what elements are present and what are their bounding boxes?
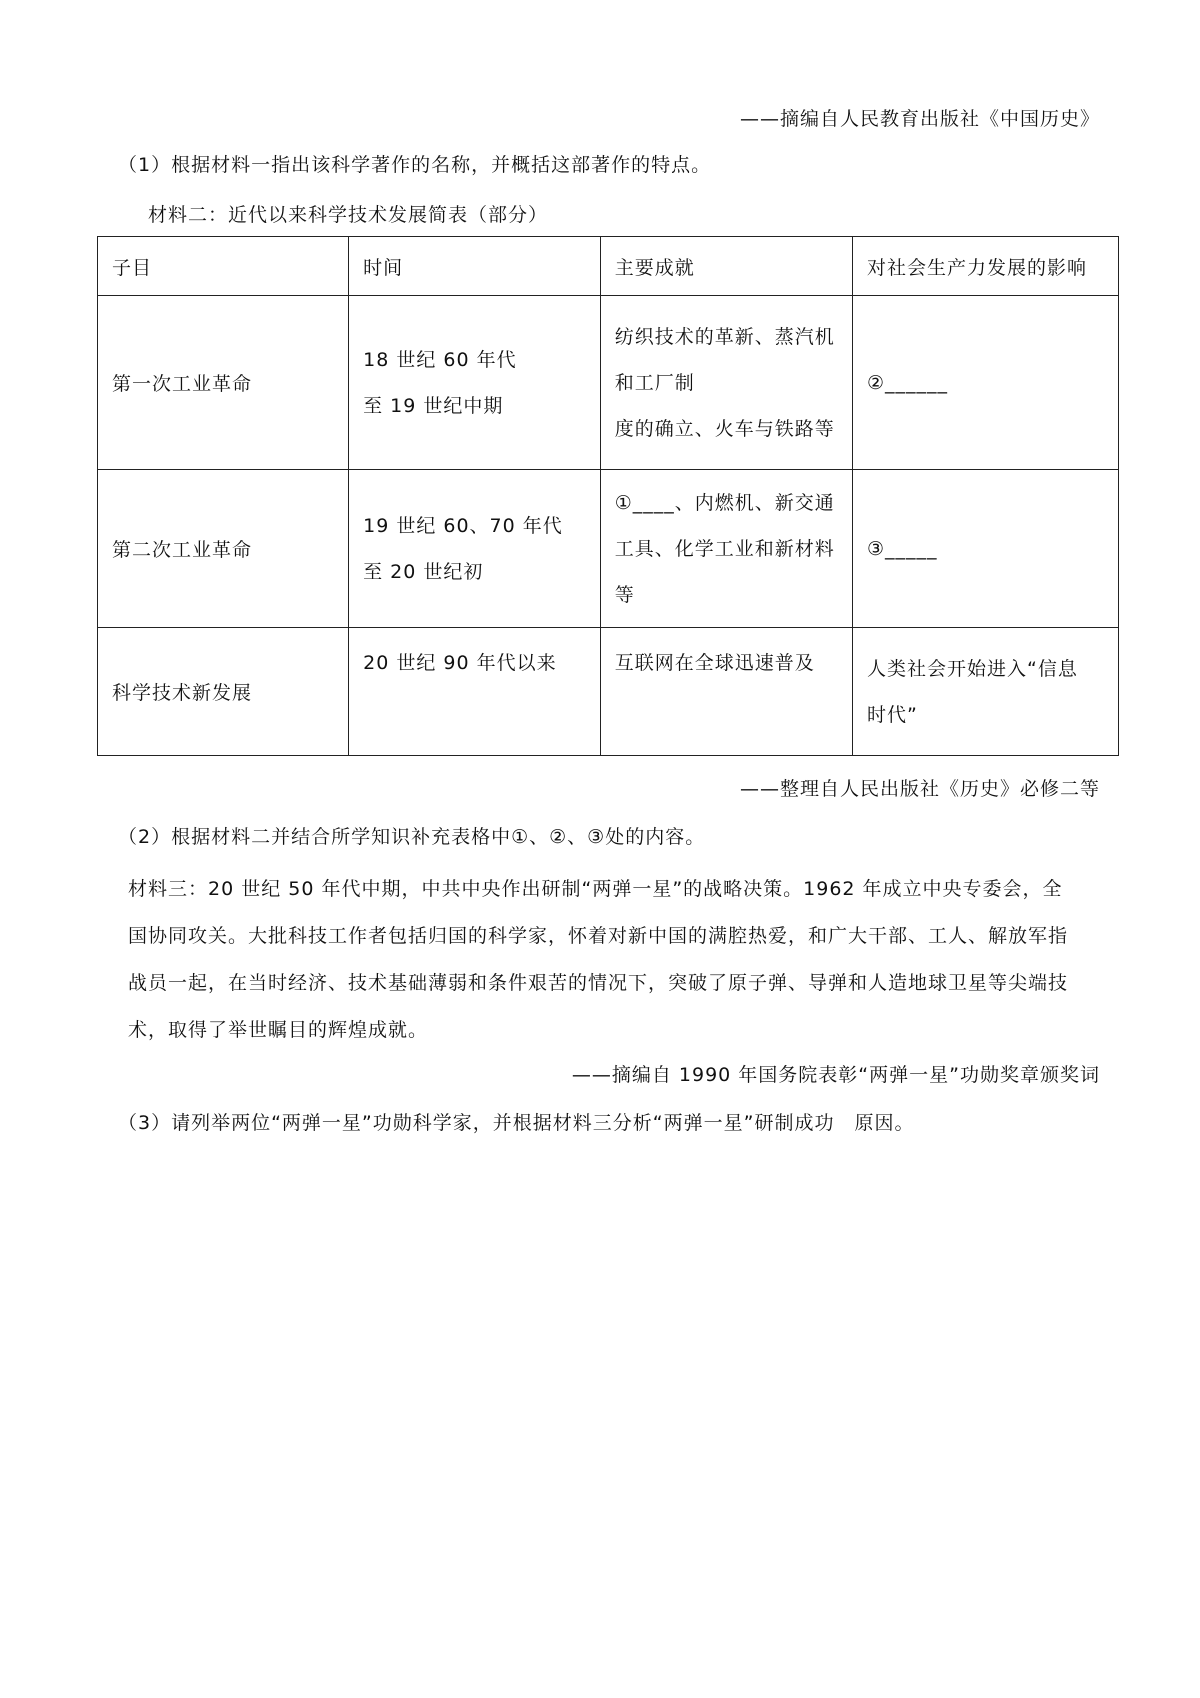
table-header-row <box>98 237 1119 296</box>
material-2-title: 材料二：近代以来科学技术发展简表（部分） <box>148 204 549 226</box>
time-cell <box>349 628 601 756</box>
history-table <box>97 236 1119 756</box>
achievement-cell <box>600 296 852 470</box>
time-cell <box>349 470 601 628</box>
achievement-line: 等 <box>614 583 635 606</box>
time-line: 至 19 世纪中期 <box>363 394 504 417</box>
source-citation-3: ——摘编自 1990 年国务院表彰“两弹一星”功勋奖章颁奖词 <box>571 1064 1100 1086</box>
achievement-line: 工具、化学工业和新材料 <box>614 537 835 560</box>
impact-cell <box>852 470 1118 628</box>
table-header-cell: 主要成就 <box>600 237 852 296</box>
table-row <box>98 296 1119 470</box>
impact-cell <box>852 628 1118 756</box>
material-3-paragraph <box>128 866 1088 1054</box>
table-header-cell: 时间 <box>349 237 601 296</box>
time-line: 20 世纪 90 年代以来 <box>363 652 557 674</box>
subject-cell: 科学技术新发展 <box>98 628 349 756</box>
table-header-cell: 对社会生产力发展的影响 <box>852 237 1118 296</box>
achievement-line: 度的确立、火车与铁路等 <box>614 417 835 440</box>
impact-line: ③_____ <box>866 537 938 560</box>
achievement-cell <box>600 470 852 628</box>
paragraph-line: 材料三：20 世纪 50 年代中期，中共中央作出研制“两弹一星”的战略决策。1962 年成立中央专委会，全 <box>128 878 1063 900</box>
achievement-cell <box>600 628 852 756</box>
paragraph-line: 战员一起，在当时经济、技术基础薄弱和条件艰苦的情况下，突破了原子弹、导弹和人造地球卫星等尖端技 <box>128 972 1069 994</box>
impact-line: 人类社会开始进入“信息 <box>866 657 1078 680</box>
subject-cell: 第二次工业革命 <box>98 470 349 628</box>
source-citation-2: ——整理自人民出版社《历史》必修二等 <box>739 778 1100 800</box>
achievement-line: 纺织技术的革新、蒸汽机 <box>614 325 835 348</box>
table-row <box>98 628 1119 756</box>
question-3: （3）请列举两位“两弹一星”功勋科学家，并根据材料三分析“两弹一星”研制成功 原因。 <box>118 1112 915 1134</box>
impact-cell <box>852 296 1118 470</box>
question-2: （2）根据材料二并结合所学知识补充表格中①、②、③处的内容。 <box>118 826 706 848</box>
impact-line: 时代” <box>866 703 918 726</box>
achievement-line: ①____、内燃机、新交通 <box>614 491 835 514</box>
table-row <box>98 470 1119 628</box>
question-1: （1）根据材料一指出该科学著作的名称，并概括这部著作的特点。 <box>118 154 712 176</box>
paragraph-line: 国协同攻关。大批科技工作者包括归国的科学家，怀着对新中国的满腔热爱，和广大干部、工人、解放军指 <box>128 925 1069 947</box>
subject-cell: 第一次工业革命 <box>98 296 349 470</box>
achievement-line: 和工厂制 <box>614 371 695 394</box>
impact-line: ②______ <box>866 371 949 394</box>
time-line: 至 20 世纪初 <box>363 560 484 583</box>
table-header-cell: 子目 <box>98 237 349 296</box>
paragraph-line: 术，取得了举世瞩目的辉煌成就。 <box>128 1019 429 1041</box>
time-line: 19 世纪 60、70 年代 <box>363 514 563 537</box>
source-citation-1: ——摘编自人民教育出版社《中国历史》 <box>739 108 1100 130</box>
time-line: 18 世纪 60 年代 <box>363 348 517 371</box>
achievement-line: 互联网在全球迅速普及 <box>614 652 815 674</box>
time-cell <box>349 296 601 470</box>
